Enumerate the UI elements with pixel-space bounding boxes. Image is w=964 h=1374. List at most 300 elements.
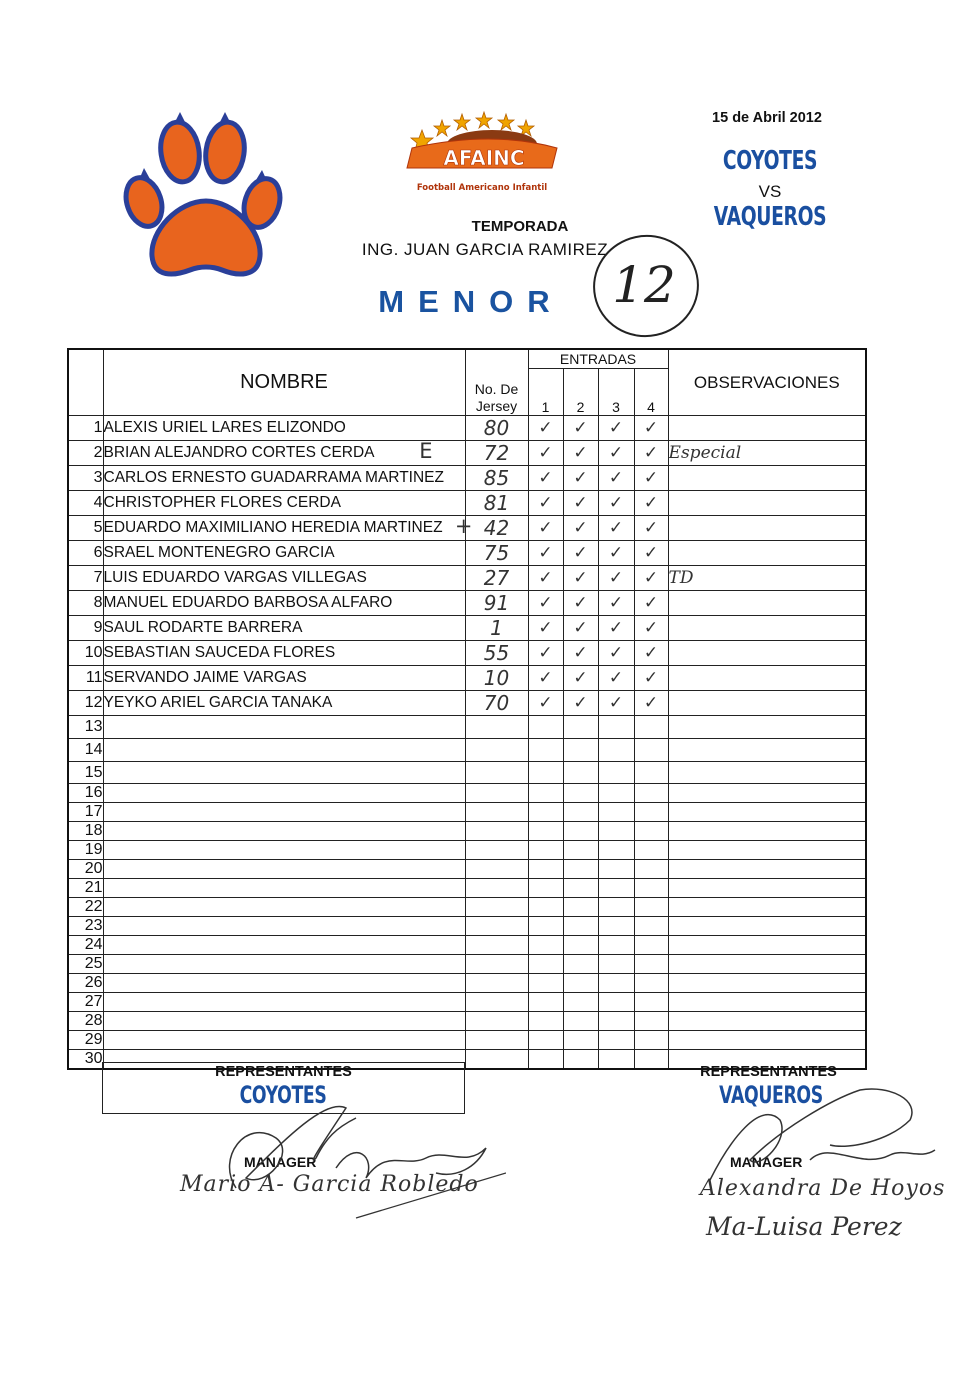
inning-check [528, 841, 563, 860]
header-inning-1: 1 [528, 369, 563, 416]
row-number: 24 [68, 936, 103, 955]
inning-check [563, 1050, 598, 1070]
observation [668, 666, 866, 691]
observation [668, 541, 866, 566]
row-number: 9 [68, 616, 103, 641]
jersey-number [465, 739, 528, 762]
jersey-number [465, 917, 528, 936]
table-row [68, 691, 866, 716]
inning-check [598, 898, 634, 917]
observation [668, 516, 866, 541]
inning-check [598, 1012, 634, 1031]
inning-check [563, 917, 598, 936]
inning-check [598, 803, 634, 822]
observation [668, 466, 866, 491]
inning-check: ✓ [528, 516, 563, 541]
observation [668, 879, 866, 898]
header-number [68, 349, 103, 416]
player-name: SEBASTIAN SAUCEDA FLORES [103, 641, 465, 666]
inning-check [528, 1012, 563, 1031]
inning-check: ✓ [634, 641, 668, 666]
inning-check: ✓ [528, 591, 563, 616]
table-row [68, 917, 866, 936]
observation: TD [668, 566, 866, 591]
logo-subtitle: Football Americano Infantil [416, 183, 548, 193]
row-number: 4 [68, 491, 103, 516]
player-name [103, 1031, 465, 1050]
away-team-footer: VAQUEROS [719, 1081, 823, 1109]
table-row [68, 466, 866, 491]
player-name [103, 917, 465, 936]
inning-check: ✓ [598, 516, 634, 541]
inning-check: ✓ [563, 541, 598, 566]
row-number: 27 [68, 993, 103, 1012]
inning-check: ✓ [528, 466, 563, 491]
inning-check: ✓ [634, 441, 668, 466]
jersey-number [465, 993, 528, 1012]
paw-print-logo [122, 106, 292, 284]
inning-check [634, 974, 668, 993]
row-number: 10 [68, 641, 103, 666]
inning-check: ✓ [598, 541, 634, 566]
inning-check [528, 784, 563, 803]
home-manager-name: Mario A- Garcia Robledo [180, 1172, 479, 1197]
jersey-number [465, 822, 528, 841]
inning-check [598, 762, 634, 784]
observation [668, 841, 866, 860]
inning-check: ✓ [563, 441, 598, 466]
inning-check [563, 955, 598, 974]
inning-check [563, 716, 598, 739]
inning-check [634, 917, 668, 936]
row-number: 5 [68, 516, 103, 541]
inning-check: ✓ [598, 691, 634, 716]
jersey-number: 91 [465, 591, 528, 616]
observation [668, 641, 866, 666]
player-name [103, 898, 465, 917]
inning-check: ✓ [563, 691, 598, 716]
away-manager-name: Alexandra De Hoyos [700, 1176, 946, 1201]
logo-brand-text: AFAINC [443, 146, 525, 170]
player-name: CARLOS ERNESTO GUADARRAMA MARTINEZ [103, 466, 465, 491]
inning-check: ✓ [528, 666, 563, 691]
observation [668, 416, 866, 441]
inning-check [528, 993, 563, 1012]
table-row [68, 666, 866, 691]
inning-check [598, 974, 634, 993]
header-inning-4: 4 [634, 369, 668, 416]
player-name [103, 716, 465, 739]
paw-toe-3 [202, 120, 248, 185]
inning-check [528, 1050, 563, 1070]
table-row [68, 641, 866, 666]
row-number: 25 [68, 955, 103, 974]
row-number: 2 [68, 441, 103, 466]
observation [668, 784, 866, 803]
table-row [68, 762, 866, 784]
jersey-number [465, 860, 528, 879]
inning-check: ✓ [634, 516, 668, 541]
table-row [68, 860, 866, 879]
observation [668, 898, 866, 917]
jersey-number: 10 [465, 666, 528, 691]
jersey-number [465, 955, 528, 974]
table-row [68, 541, 866, 566]
away-manager-label: MANAGER [730, 1154, 803, 1170]
versus-label: VS [758, 182, 782, 201]
observation [668, 917, 866, 936]
home-manager-label: MANAGER [244, 1154, 317, 1170]
paw-toe-2 [157, 120, 203, 185]
player-name [103, 936, 465, 955]
header-observaciones: OBSERVACIONES [668, 349, 866, 416]
inning-check [634, 993, 668, 1012]
row-number: 17 [68, 803, 103, 822]
away-representatives-label: REPRESENTANTES [700, 1064, 837, 1080]
jersey-number: 1 [465, 616, 528, 641]
inning-check [598, 860, 634, 879]
player-name [103, 955, 465, 974]
table-row [68, 416, 866, 441]
table-row [68, 974, 866, 993]
inning-check [598, 784, 634, 803]
player-name [103, 841, 465, 860]
player-name: SRAEL MONTENEGRO GARCIA [103, 541, 465, 566]
inning-check [563, 841, 598, 860]
inning-check [598, 879, 634, 898]
home-representatives-label: REPRESENTANTES [215, 1064, 352, 1080]
observation [668, 1012, 866, 1031]
inning-check: ✓ [528, 441, 563, 466]
row-number: 13 [68, 716, 103, 739]
inning-check: ✓ [528, 641, 563, 666]
inning-check [563, 879, 598, 898]
row-number: 22 [68, 898, 103, 917]
row-number: 20 [68, 860, 103, 879]
inning-check: ✓ [563, 641, 598, 666]
observation [668, 822, 866, 841]
inning-check: ✓ [528, 541, 563, 566]
inning-check: ✓ [528, 416, 563, 441]
inning-check [528, 917, 563, 936]
inning-check [634, 803, 668, 822]
inning-check: ✓ [528, 691, 563, 716]
away-team-title: VAQUEROS [713, 202, 827, 232]
inning-check [634, 762, 668, 784]
inning-check [528, 716, 563, 739]
season-label: TEMPORADA [471, 218, 569, 235]
jersey-number [465, 762, 528, 784]
inning-check: ✓ [598, 641, 634, 666]
jersey-number [465, 784, 528, 803]
player-name: CHRISTOPHER FLORES CERDA [103, 491, 465, 516]
row-number: 16 [68, 784, 103, 803]
table-row [68, 879, 866, 898]
inning-check: ✓ [563, 616, 598, 641]
inning-check: ✓ [634, 616, 668, 641]
jersey-number: 42 [465, 516, 528, 541]
inning-check [528, 860, 563, 879]
player-name [103, 739, 465, 762]
player-name [103, 993, 465, 1012]
row-number: 7 [68, 566, 103, 591]
inning-check [563, 762, 598, 784]
inning-check [634, 879, 668, 898]
player-name: ALEXIS URIEL LARES ELIZONDO [103, 416, 465, 441]
row-number: 29 [68, 1031, 103, 1050]
inning-check [563, 936, 598, 955]
inning-check: ✓ [563, 566, 598, 591]
inning-check [563, 784, 598, 803]
row-number: 6 [68, 541, 103, 566]
table-row [68, 591, 866, 616]
inning-check [634, 841, 668, 860]
player-name [103, 879, 465, 898]
roster-table [67, 348, 867, 1070]
inning-check [528, 739, 563, 762]
player-name [103, 1012, 465, 1031]
row-number: 19 [68, 841, 103, 860]
player-name: SERVANDO JAIME VARGAS [103, 666, 465, 691]
observation [668, 739, 866, 762]
inning-check: ✓ [528, 616, 563, 641]
inning-check [528, 936, 563, 955]
observation [668, 803, 866, 822]
inning-check [528, 803, 563, 822]
inning-check [598, 1031, 634, 1050]
inning-check: ✓ [563, 491, 598, 516]
table-row [68, 955, 866, 974]
home-manager-signature [206, 1078, 506, 1223]
inning-check: ✓ [598, 441, 634, 466]
row-number: 30 [68, 1050, 103, 1070]
jersey-number [465, 936, 528, 955]
observation [668, 591, 866, 616]
jersey-number [465, 803, 528, 822]
player-name: EDUARDO MAXIMILIANO HEREDIA MARTINEZ + [103, 516, 465, 541]
row-number: 12 [68, 691, 103, 716]
inning-check [563, 1031, 598, 1050]
inning-check [634, 936, 668, 955]
observation [668, 1031, 866, 1050]
row-number: 15 [68, 762, 103, 784]
away-manager-name-2: Ma-Luisa Perez [706, 1212, 902, 1241]
inning-check [598, 917, 634, 936]
table-row [68, 441, 866, 466]
inning-check [528, 974, 563, 993]
jersey-number: 80 [465, 416, 528, 441]
observation: Especial [668, 441, 866, 466]
table-row [68, 566, 866, 591]
header-entradas: ENTRADAS [528, 349, 668, 369]
inning-check [563, 974, 598, 993]
inning-check [598, 739, 634, 762]
table-row [68, 1012, 866, 1031]
tournament-name: ING. JUAN GARCIA RAMIREZ [361, 240, 609, 259]
inning-check [528, 898, 563, 917]
table-row [68, 803, 866, 822]
row-number: 21 [68, 879, 103, 898]
inning-check: ✓ [598, 491, 634, 516]
inning-check: ✓ [528, 491, 563, 516]
inning-check: ✓ [563, 591, 598, 616]
jersey-number: 72 [465, 441, 528, 466]
row-number: 3 [68, 466, 103, 491]
table-row [68, 516, 866, 541]
observation [668, 716, 866, 739]
inning-check [563, 739, 598, 762]
inning-check [634, 822, 668, 841]
division-title: MENOR [378, 284, 564, 319]
inning-check [563, 860, 598, 879]
inning-check [528, 1031, 563, 1050]
observation [668, 993, 866, 1012]
observation [668, 860, 866, 879]
table-row [68, 491, 866, 516]
row-number: 26 [68, 974, 103, 993]
jersey-number [465, 879, 528, 898]
inning-check [598, 993, 634, 1012]
player-name: MANUEL EDUARDO BARBOSA ALFARO [103, 591, 465, 616]
table-row [68, 898, 866, 917]
row-number: 11 [68, 666, 103, 691]
inning-check [563, 898, 598, 917]
inning-check: ✓ [598, 616, 634, 641]
row-number: 14 [68, 739, 103, 762]
inning-check: ✓ [634, 541, 668, 566]
inning-check [634, 1050, 668, 1070]
header-jersey: No. De Jersey [465, 349, 528, 416]
row-number: 23 [68, 917, 103, 936]
away-manager-signature [690, 1080, 940, 1190]
inning-check: ✓ [634, 416, 668, 441]
inning-check [528, 762, 563, 784]
handwritten-mark: E [419, 439, 433, 463]
table-row [68, 936, 866, 955]
table-row [68, 993, 866, 1012]
inning-check [528, 955, 563, 974]
inning-check [598, 936, 634, 955]
inning-check [563, 803, 598, 822]
inning-check [634, 860, 668, 879]
table-row [68, 616, 866, 641]
table-row [68, 784, 866, 803]
inning-check: ✓ [563, 466, 598, 491]
table-row [68, 841, 866, 860]
jersey-number [465, 841, 528, 860]
player-name: SAUL RODARTE BARRERA [103, 616, 465, 641]
game-date: 15 de Abril 2012 [712, 110, 822, 126]
inning-check: ✓ [598, 416, 634, 441]
inning-check: ✓ [563, 516, 598, 541]
circled-game-number [586, 226, 706, 344]
inning-check: ✓ [563, 666, 598, 691]
inning-check [563, 822, 598, 841]
player-name [103, 860, 465, 879]
inning-check [598, 841, 634, 860]
inning-check [598, 716, 634, 739]
player-name [103, 822, 465, 841]
inning-check: ✓ [634, 591, 668, 616]
jersey-number [465, 1012, 528, 1031]
inning-check [634, 784, 668, 803]
observation [668, 616, 866, 641]
inning-check: ✓ [528, 566, 563, 591]
jersey-number: 81 [465, 491, 528, 516]
inning-check: ✓ [634, 666, 668, 691]
inning-check [598, 822, 634, 841]
inning-check: ✓ [634, 691, 668, 716]
inning-check [634, 1012, 668, 1031]
row-number: 18 [68, 822, 103, 841]
jersey-number [465, 1031, 528, 1050]
inning-check: ✓ [634, 566, 668, 591]
inning-check: ✓ [634, 491, 668, 516]
table-row [68, 1031, 866, 1050]
row-number: 8 [68, 591, 103, 616]
table-row [68, 716, 866, 739]
inning-check [528, 879, 563, 898]
jersey-number: 70 [465, 691, 528, 716]
player-name [103, 762, 465, 784]
player-name [103, 974, 465, 993]
inning-check [634, 739, 668, 762]
player-name: BRIAN ALEJANDRO CORTES CERDA E [103, 441, 465, 466]
paw-toe-1 [122, 173, 168, 231]
player-name [103, 803, 465, 822]
inning-check: ✓ [598, 566, 634, 591]
player-name [103, 784, 465, 803]
inning-check: ✓ [634, 466, 668, 491]
observation [668, 936, 866, 955]
inning-check: ✓ [563, 416, 598, 441]
jersey-number [465, 898, 528, 917]
jersey-number: 27 [465, 566, 528, 591]
inning-check [563, 993, 598, 1012]
player-name: YEYKO ARIEL GARCIA TANAKA [103, 691, 465, 716]
player-name: LUIS EDUARDO VARGAS VILLEGAS [103, 566, 465, 591]
inning-check [634, 1031, 668, 1050]
observation [668, 491, 866, 516]
header-inning-2: 2 [563, 369, 598, 416]
jersey-number [465, 974, 528, 993]
inning-check [634, 898, 668, 917]
row-number: 28 [68, 1012, 103, 1031]
inning-check: ✓ [598, 666, 634, 691]
observation [668, 955, 866, 974]
inning-check [528, 822, 563, 841]
table-row [68, 739, 866, 762]
jersey-number: 75 [465, 541, 528, 566]
afainc-logo [392, 110, 572, 202]
inning-check: ✓ [598, 466, 634, 491]
jersey-number: 55 [465, 641, 528, 666]
inning-check [634, 955, 668, 974]
row-number: 1 [68, 416, 103, 441]
inning-check [598, 1050, 634, 1070]
table-row [68, 822, 866, 841]
jersey-number: 85 [465, 466, 528, 491]
jersey-number [465, 716, 528, 739]
observation [668, 974, 866, 993]
inning-check [563, 1012, 598, 1031]
home-team-title: COYOTES [722, 146, 818, 176]
jersey-number [465, 1050, 528, 1070]
inning-check: ✓ [598, 591, 634, 616]
observation [668, 762, 866, 784]
handwritten-mark: + [454, 514, 473, 538]
home-team-footer: COYOTES [239, 1081, 327, 1109]
